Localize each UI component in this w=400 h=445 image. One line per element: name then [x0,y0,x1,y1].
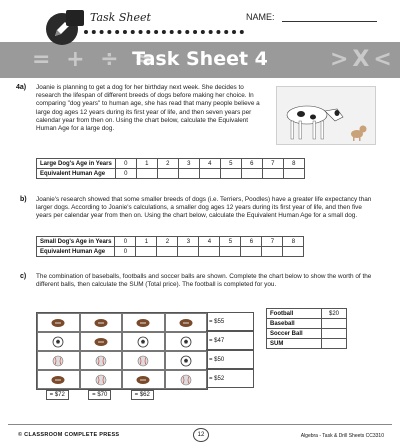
baseball-icon [51,355,65,367]
row-sums [206,312,254,388]
dogs-image [276,86,376,145]
answer-cell[interactable] [199,247,220,257]
small-dog-table [36,236,304,257]
answer-cell[interactable] [157,169,178,179]
series-label: Task Sheet [90,11,151,24]
price-value-football[interactable]: $20 [322,309,347,319]
table-cell: 8 [283,237,304,247]
series-logo-icon [66,10,84,26]
column-sum-value: = $72 [46,390,69,400]
table-cell: 3 [178,159,199,169]
football-icon [136,317,150,329]
ball-cell [165,351,208,370]
soccer-icon [179,355,193,367]
table-cell: 5 [220,237,241,247]
table-cell: 6 [241,237,262,247]
page-header [0,0,400,78]
name-label: NAME: [246,12,275,22]
table-cell: 8 [283,159,304,169]
large-dog-row2-label: Equivalent Human Age [37,169,116,179]
football-icon [51,374,65,386]
table-cell: 0 [115,237,136,247]
table-cell: 7 [262,159,283,169]
column-sum [121,388,164,402]
question-4a-label: 4a) [16,84,27,91]
soccer-icon [179,336,193,348]
answer-cell[interactable] [178,247,199,257]
column-sum-value: = $62 [131,390,154,400]
footer-divider [8,424,392,425]
baseball-icon [179,374,193,386]
price-label-sum: SUM [267,339,322,349]
publisher-logo: © CLASSROOM COMPLETE PRESS [18,432,120,438]
math-symbols-left: = + ÷ ≈ [32,47,157,72]
table-cell: 2 [157,159,178,169]
ball-cell [122,313,165,332]
answer-cell[interactable]: 0 [115,247,136,257]
soccer-icon [136,336,150,348]
ball-cell [80,370,123,389]
table-cell: 4 [199,159,220,169]
table-cell: 1 [136,159,157,169]
ball-cell [37,370,80,389]
answer-cell[interactable] [262,247,283,257]
answer-cell[interactable]: 0 [115,169,136,179]
ball-cell [37,332,80,351]
column-sum [79,388,122,402]
table-cell: 4 [199,237,220,247]
price-value-baseball[interactable] [322,319,347,329]
column-sum-value: = $70 [88,390,111,400]
page-title: Task Sheet 4 [132,48,268,70]
ball-cell [122,351,165,370]
ball-cell [37,313,80,332]
row-sum: = $50 [206,350,254,369]
column-sum [36,388,79,402]
football-icon [136,374,150,386]
price-label-baseball: Baseball [267,319,322,329]
answer-cell[interactable] [283,247,304,257]
table-cell: 0 [115,159,136,169]
football-icon [179,317,193,329]
table-cell: 6 [241,159,262,169]
ball-cell [165,370,208,389]
answer-cell[interactable] [199,169,220,179]
row-sum: = $55 [206,312,254,331]
question-4a-text: Joanie is planning to get a dog for her birthday next week. She decides to research the lifespan of different breeds of dogs before making her choice. In comparing "dog years" to human age, she has read that many people believe a large dog ages 12 years during its first year of life, and then seven years per calendar year from then on. Using the chart below, calculate the Equivalent Human Age for a large dog. [36,84,260,133]
table-cell: 3 [178,237,199,247]
answer-cell[interactable] [178,169,199,179]
ball-cell [165,332,208,351]
row-sum: = $47 [206,331,254,350]
answer-cell[interactable] [136,247,157,257]
soccer-icon [51,336,65,348]
column-sums [36,388,206,402]
price-label-soccer: Soccer Ball [267,329,322,339]
ball-cell [80,351,123,370]
question-b-text: Joanie's research showed that some smaller breeds of dogs (i.e. Terriers, Poodles) have a greater life expectancy than larger dogs. According to Joanie's calculations, a smaller dog ages 12 years during its first year of life, and then five years per calendar year from then on. Using the chart below, calculate the Equivalent Human Age for a small dog. [36,196,372,220]
table-cell: 2 [157,237,178,247]
ball-cell [37,351,80,370]
ball-cell [165,313,208,332]
large-dog-row1-label: Large Dog's Age in Years [37,159,116,169]
page-number: 12 [193,428,209,442]
math-symbols-right: >X< [330,47,396,72]
ball-grid [36,312,208,390]
baseball-icon [136,355,150,367]
answer-cell[interactable] [241,247,262,257]
baseball-icon [94,374,108,386]
price-label-football: Football [267,309,322,319]
question-b-label: b) [20,196,27,203]
ball-cell [122,370,165,389]
answer-cell[interactable] [136,169,157,179]
answer-cell[interactable] [220,169,241,179]
table-cell: 7 [262,237,283,247]
answer-cell[interactable] [157,247,178,257]
price-table [266,308,347,349]
question-c-text: The combination of baseballs, footballs and soccer balls are shown. Complete the chart below to show the worth of the different balls, then calculate the SUM (Total price). The football is completed for you. [36,273,372,289]
answer-cell[interactable] [262,169,283,179]
baseball-icon [94,355,108,367]
column-sum [164,388,207,402]
football-icon [51,317,65,329]
answer-cell[interactable] [220,247,241,257]
large-dog-table [36,158,305,179]
price-value-sum[interactable] [322,339,347,349]
football-icon [94,336,108,348]
ball-cell [80,332,123,351]
question-c-label: c) [20,273,27,280]
small-dog-row2-label: Equivalent Human Age [37,247,115,257]
row-sum: = $52 [206,369,254,388]
dotted-divider [84,30,244,34]
answer-cell[interactable] [283,169,304,179]
ball-cell [80,313,123,332]
name-field[interactable] [282,21,377,22]
football-icon [94,317,108,329]
table-cell: 5 [220,159,241,169]
table-cell: 1 [136,237,157,247]
ball-cell [122,332,165,351]
price-value-soccer[interactable] [322,329,347,339]
small-dog-row1-label: Small Dog's Age in Years [37,237,115,247]
book-title: Algebra - Task & Drill Sheets CC3310 [300,433,384,439]
answer-cell[interactable] [241,169,262,179]
